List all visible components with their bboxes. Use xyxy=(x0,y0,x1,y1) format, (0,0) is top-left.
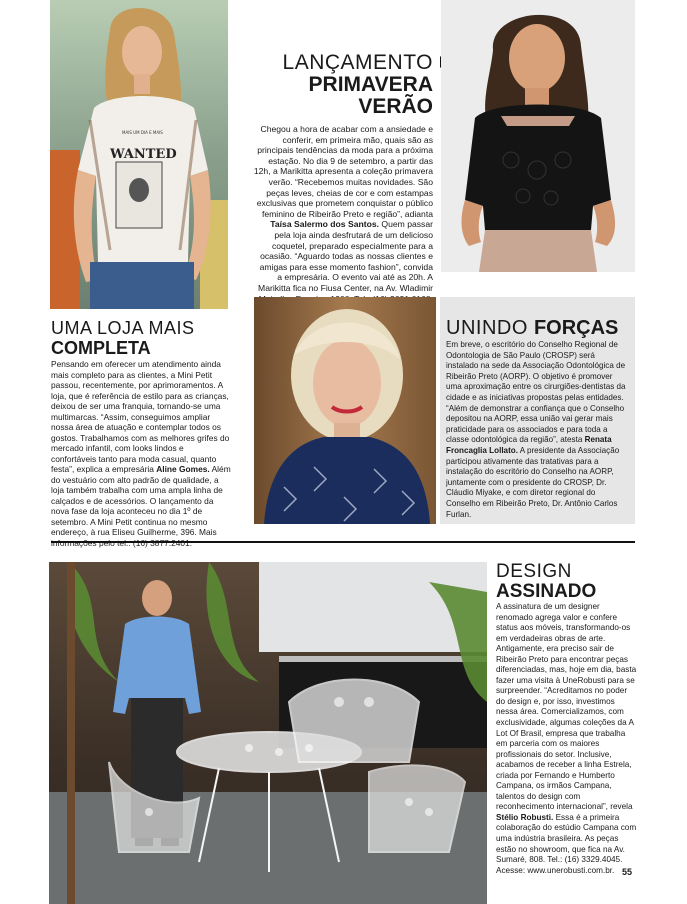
design-title-light: DESIGN xyxy=(496,561,572,582)
section-divider xyxy=(51,541,635,543)
unindo-title-bold: FORÇAS xyxy=(533,317,619,339)
photo-woman-blonde xyxy=(254,297,436,524)
loja-title-light: UMA LOJA MAIS xyxy=(51,318,195,338)
lancamento-body-part-1: Chegou a hora de acabar com a ansiedade e conferir, em primeira mão, quais são as principais tendências da moda para a próxima estação. No dia 9 de setembro, a partir das 12h, a Marikitta apresenta a coleção primavera verão. “Recebemos muitas novidades. São peças leves, cheias de cor e com estampas exclusivas que prometem conquistar o público feminino de Ribeirão Preto e região”, adianta xyxy=(253,124,433,219)
lancamento-title-light: LANÇAMENTO xyxy=(282,51,433,74)
loja-body-part-1: Pensando em oferecer um atendimento ainda mais completo para as clientes, a Mini Petit passou, recentemente, por aprimoramentos. A loja, que é referência de estilo para as crianças, deixou de ser uma franquia, tornando-se uma multimarcas. “Assim, conseguimos ampliar nossa área de atuação e contemplar todos os gostos. Trabalhamos com as melhores grifes do mercado infantil, com looks lindos e confortáveis tanto para moda casual, quanto festa”, explica a empresária xyxy=(51,359,230,474)
design-title xyxy=(496,562,638,602)
design-body xyxy=(496,602,638,876)
photo-showroom-design xyxy=(49,562,487,904)
loja-title-bold: COMPLETA xyxy=(51,338,151,358)
unindo-body-part-1: Em breve, o escritório do Conselho Regional de Odontologia de São Paulo (CROSP) será instalado na sede da Associação Odontológica de Ribeirão Preto (AORP). O objetivo é promover uma aproximação entre os cirurgiões-dentistas da cidade e as iniciativas propostas pelas entidades. “Além de demonstrar a confiança que o Conselho depositou na AORP, essa união vai gerar mais praticidade para os associados e para toda a classe odontológica da região”, atesta xyxy=(446,340,626,445)
lancamento-title-bold-2: VERÃO xyxy=(358,95,433,118)
design-title-bold: ASSINADO xyxy=(496,581,597,602)
lancamento-body xyxy=(253,124,433,304)
lancamento-body-part-2: Quem passar pela loja ainda desfrutará de um delicioso coquetel, preparado especialmente para a ocasião. “Aguardo todas as nossas clientes e amigas para esse momento fashion”, convida a empresária. O evento vai até as 20h. A Marikitta fica no Fiusa Center, na Av. Wladimir xyxy=(258,219,433,293)
unindo-body xyxy=(446,340,629,520)
article-design-assinado xyxy=(496,562,638,876)
loja-body-part-2: Além do vestuário com alto padrão de qualidade, a loja também trabalha com uma ampla linha de calçados e de acessórios. O lançamento da nova fase da loja aconteceu no dia 1º de setembro. A Mini Petit continua no mesmo endereço, à rua Eliseu Guilherme, 396. Mais xyxy=(51,464,231,537)
design-body-part-1: A assinatura de um designer renomado agrega valor e confere status aos móveis, transformando-os em verdadeiras obras de arte. Antigamente, era preciso sair de Ribeirão Preto para encontrar peças diferenciadas, mas, hoje em dia, basta fazer uma visita à UneRobusti para se surpreender. “Acreditamos no poder do design e, por isso, investimos nessa área. Comercializamos, com exclusividade, algumas coleções da A Lot Of Brasil, empresa que trabalha em parceria com os maiores profissionais do setor. Inclusive, acabamos de receber a linha Estrela, criada por Fernando e Humberto Campana, os irmãos Campana, talentos do design com reconhecimento internacional”, revela xyxy=(496,602,637,812)
lancamento-title xyxy=(253,52,433,118)
lancamento-title-bold-1: PRIMAVERA xyxy=(308,73,433,96)
photo-woman-lace-top xyxy=(441,0,635,272)
photo-woman-lace-illustration xyxy=(441,0,635,272)
article-uma-loja-mais-completa xyxy=(51,318,231,548)
unindo-body-name: Renata Froncaglia Lollato. xyxy=(446,435,612,455)
lancamento-body-name: Taísa Salermo dos Santos. xyxy=(270,219,380,230)
unindo-title-light: UNINDO xyxy=(446,317,534,339)
photo-woman-blonde-illustration xyxy=(254,297,436,524)
loja-body xyxy=(51,359,231,548)
design-body-part-2: Essa é a primeira colaboração do estúdio Campana com uma indústria brasileira. As peças estão no showroom, que fica na Av. Sumaré, 808. Tel.: (16) 3329.4045. Acesse: www.unerobusti.com.br. xyxy=(496,812,637,875)
photo-woman-wanted-illustration xyxy=(50,0,228,309)
article-unindo-forcas xyxy=(440,297,635,524)
tshirt-wanted-text: WANTED xyxy=(110,147,177,162)
unindo-body-part-2: A presidente da Associação participou ativamente das tratativas para a instalação do escritório do Conselho na AORP, juntamente com o presidente do CROSP, Dr. Cláudio Miyake, e com diretor regional do Conselho em Ribeirão Preto, Dr. Antônio Carlos Furlan. xyxy=(446,445,620,519)
loja-title xyxy=(51,318,231,358)
photo-woman-wanted-tshirt xyxy=(50,0,228,309)
design-body-name: Stélio Robusti. xyxy=(496,812,554,822)
tshirt-small-text: MAIS UM DIA E MAIS xyxy=(122,130,163,135)
loja-body-name: Aline Gomes. xyxy=(156,464,210,474)
page-number: 55 xyxy=(622,867,633,877)
photo-showroom-illustration xyxy=(49,562,487,904)
unindo-title xyxy=(446,317,629,339)
article-lancamento xyxy=(253,52,433,304)
